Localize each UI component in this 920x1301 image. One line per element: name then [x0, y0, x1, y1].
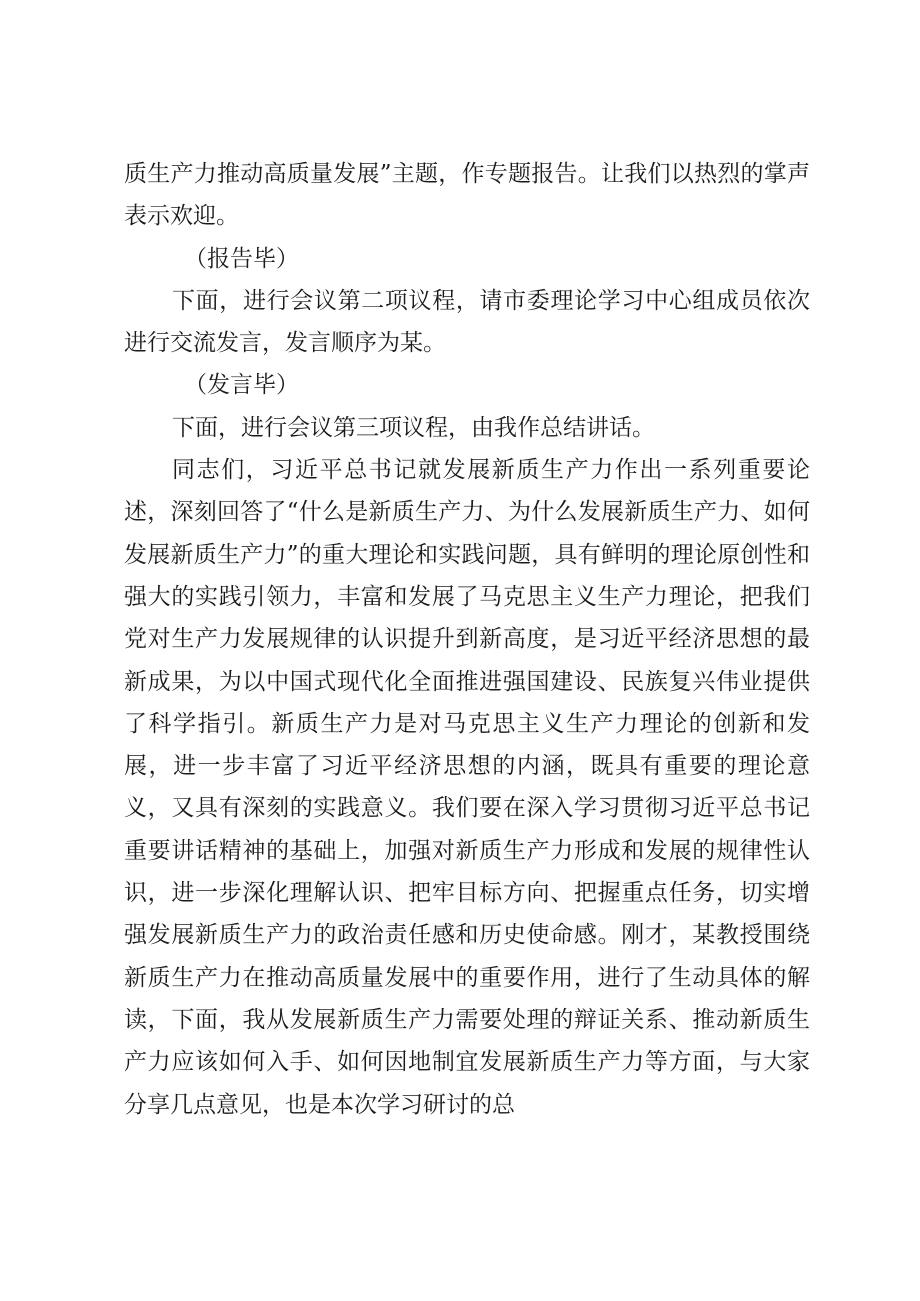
document-body [124, 153, 810, 1126]
paragraph-agenda-two: 下面，进行会议第二项议程，请市委理论学习中心组成员依次进行交流发言，发言顺序为某。 [124, 287, 810, 357]
paragraph-summary-speech: 同志们，习近平总书记就发展新质生产力作出一系列重要论述，深刻回答了“什么是新质生产力、为什么发展新质生产力、如何发展新质生产力”的重大理论和实践问题，具有鲜明的理论原创性和强大的实践引领力，丰富和发展了马克思主义生产力理论，把我们党对生产力发展规律的认识提升到新高度，是习近平经济思想的最新成果，为以中国式现代化全面推进强国建设、民族复兴伟业提供了科学指引。新质生产力是对马克思主义生产力理论的创新和发展，进一步丰富了习近平经济思想的内涵，既具有重要的理论意义，又具有深刻的实践意义。我们要在深入学习贯彻习近平总书记重要讲话精神的基础上，加强对新质生产力形成和发展的规律性认识，进一步深化理解认识、把牢目标方向、把握重点任务，切实增强发展新质生产力的政治责任感和历史使命感。刚才，某教授围绕新质生产力在推动高质量发展中的重要作用，进行了生动具体的解读，下面，我从发展新质生产力需要处理的辩证关系、推动新质生产力应该如何入手、如何因地制宜发展新质生产力等方面，与大家分享几点意见，也是本次学习研讨的总 [124, 457, 810, 1118]
paragraph-report-end: （报告毕） [184, 245, 299, 272]
paragraph-speech-end: （发言毕） [184, 372, 299, 399]
paragraph-agenda-three: 下面，进行会议第三项议程，由我作总结讲话。 [172, 414, 655, 441]
paragraph-continuation: 质生产力推动高质量发展”主题，作专题报告。让我们以热烈的掌声表示欢迎。 [124, 161, 810, 230]
